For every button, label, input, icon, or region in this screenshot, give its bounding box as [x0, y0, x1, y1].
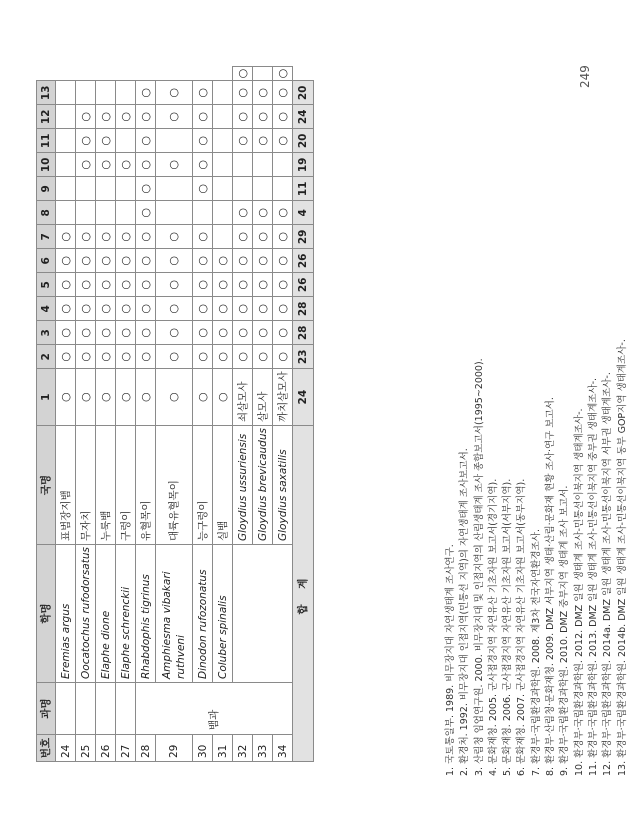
site-9-presence: [56, 177, 76, 201]
scientific-name: Gloydius saxatilis: [273, 426, 293, 545]
species-number: 32: [233, 735, 253, 762]
site-6-presence: ○: [273, 225, 293, 249]
site-9-presence: [213, 177, 233, 201]
site-4-total: 28: [293, 297, 314, 321]
korean-name: 구렁이: [116, 426, 136, 545]
table-header-cell: 10: [37, 153, 56, 177]
site-7-presence: ○: [56, 225, 76, 249]
site-7-presence: ○: [253, 201, 273, 225]
site-11-total: 20: [293, 129, 314, 153]
korean-name: 쇠살모사: [233, 369, 253, 426]
total-label: 합 계: [293, 426, 314, 762]
site-5-presence: ○: [136, 273, 156, 297]
table-row: [193, 66, 213, 761]
site-11-presence: ○: [253, 105, 273, 129]
reference-item: 11. 환경부·국립환경과학원. 2013. DMZ 일원 생태계 조사-민통선이북지역 중부권 생태계조사-.: [587, 377, 599, 776]
species-number: 24: [56, 735, 76, 762]
species-number: 28: [136, 735, 156, 762]
site-5-presence: ○: [156, 273, 193, 297]
reference-item: 13. 환경부·국립환경과학원. 2014b. DMZ 일원 생태계 조사-민통선이북지역 동부 GOP지역 생태계조사-.: [616, 339, 628, 776]
site-2-presence: ○: [193, 345, 213, 369]
site-10-presence: ○: [253, 129, 273, 153]
site-4-presence: ○: [233, 273, 253, 297]
reference-item: 8. 환경부·산림청·문화재청. 2009. DMZ 서부지역 생태·산림·문화재 현황 조사·연구 보고서.: [545, 397, 557, 776]
korean-name: 유혈목이: [136, 426, 156, 545]
species-occurrence-table: [36, 66, 314, 762]
site-5-presence: ○: [96, 273, 116, 297]
site-7-presence: ○: [136, 225, 156, 249]
reference-item: 1. 국토통일부. 1989. 비무장지대 자연생태계 조사연구.: [445, 544, 456, 776]
site-5-presence: ○: [193, 273, 213, 297]
site-3-presence: ○: [76, 321, 96, 345]
site-5-presence: ○: [233, 249, 253, 273]
site-6-presence: ○: [96, 249, 116, 273]
site-3-presence: ○: [253, 297, 273, 321]
site-10-presence: ○: [273, 129, 293, 153]
reference-item: 4. 문화재청. 2005. 군사접경지역 자연유산 기초자원 보고서(경기지역).: [487, 478, 499, 776]
site-3-presence: ○: [213, 321, 233, 345]
site-10-presence: ○: [136, 153, 156, 177]
site-13-presence: [213, 81, 233, 105]
site-7-presence: ○: [116, 225, 136, 249]
table-header-cell: 번호: [37, 735, 56, 762]
table-row: [233, 66, 253, 761]
site-10-presence: ○: [76, 153, 96, 177]
site-4-presence: ○: [213, 297, 233, 321]
site-10-presence: ○: [156, 153, 193, 177]
site-2-presence: ○: [156, 345, 193, 369]
site-13-presence: ○: [233, 66, 253, 81]
site-8-presence: [116, 201, 136, 225]
korean-name: 살모사: [253, 369, 273, 426]
table-header-cell: 3: [37, 321, 56, 345]
table-row: [116, 66, 136, 761]
korean-name: 실뱀: [213, 426, 233, 545]
site-8-presence: [76, 201, 96, 225]
species-number: 27: [116, 735, 136, 762]
site-3-presence: ○: [156, 321, 193, 345]
site-13-presence: ○: [136, 81, 156, 105]
site-7-presence: ○: [156, 225, 193, 249]
site-3-presence: ○: [273, 297, 293, 321]
site-1-presence: ○: [116, 369, 136, 426]
site-11-presence: [56, 129, 76, 153]
site-13-presence: [56, 81, 76, 105]
site-12-presence: ○: [76, 105, 96, 129]
site-10-presence: ○: [96, 153, 116, 177]
site-9-presence: ○: [193, 177, 213, 201]
site-9-presence: ○: [136, 177, 156, 201]
species-number: 34: [273, 735, 293, 762]
table-header-cell: 2: [37, 345, 56, 369]
site-10-presence: [56, 153, 76, 177]
site-3-presence: ○: [136, 321, 156, 345]
table-header-cell: 국명: [37, 426, 56, 545]
table-row: [76, 66, 96, 761]
site-1-presence: ○: [156, 369, 193, 426]
table-row: [96, 66, 116, 761]
site-7-presence: ○: [96, 225, 116, 249]
site-8-presence: [253, 177, 273, 201]
site-12-presence: ○: [156, 105, 193, 129]
scientific-name: Elaphe dione: [96, 545, 116, 683]
scientific-name: Dinodon rufozonatus: [193, 545, 213, 683]
site-13-total: 20: [293, 81, 314, 105]
site-11-presence: ○: [193, 129, 213, 153]
site-12-total: 24: [293, 105, 314, 129]
site-12-presence: ○: [136, 105, 156, 129]
site-13-presence: [253, 66, 273, 81]
site-7-presence: ○: [76, 225, 96, 249]
site-6-presence: ○: [136, 249, 156, 273]
korean-name: 까치살모사: [273, 369, 293, 426]
site-3-presence: ○: [56, 321, 76, 345]
site-2-presence: ○: [136, 345, 156, 369]
site-6-presence: ○: [213, 249, 233, 273]
korean-name: 대륙유혈목이: [156, 426, 193, 545]
table-header-cell: 8: [37, 201, 56, 225]
table-header-cell: 과명: [37, 683, 56, 735]
site-4-presence: ○: [76, 297, 96, 321]
site-9-presence: [233, 153, 253, 177]
table-row: [136, 66, 156, 761]
scientific-name: Oocatochus rufodorsatus: [76, 545, 96, 683]
page-number: 249: [578, 65, 592, 88]
family-name: [56, 683, 76, 735]
species-number: 33: [253, 735, 273, 762]
site-11-presence: [213, 129, 233, 153]
reference-item: 5. 문화재청. 2006. 군사접경지역 자연유산 기초자원 보고서(서부지역).: [502, 478, 514, 776]
site-3-presence: ○: [233, 297, 253, 321]
site-12-presence: ○: [193, 105, 213, 129]
scientific-name: Elaphe schrenckii: [116, 545, 136, 683]
site-6-presence: ○: [193, 249, 213, 273]
site-6-presence: ○: [76, 249, 96, 273]
site-3-presence: ○: [96, 321, 116, 345]
korean-name: 능구렁이: [193, 426, 213, 545]
site-8-presence: [193, 201, 213, 225]
site-6-total: 26: [293, 249, 314, 273]
site-11-presence: ○: [76, 129, 96, 153]
site-12-presence: ○: [253, 81, 273, 105]
reference-list: [444, 36, 630, 776]
site-5-total: 26: [293, 273, 314, 297]
table-header-cell: 5: [37, 273, 56, 297]
site-6-presence: ○: [56, 249, 76, 273]
site-2-presence: ○: [116, 345, 136, 369]
scientific-name: Gloydius ussuriensis: [233, 426, 253, 545]
scientific-name: Gloydius brevicaudus: [253, 426, 273, 545]
site-13-presence: ○: [156, 81, 193, 105]
scientific-name: Coluber spinalis: [213, 545, 233, 683]
site-2-total: 23: [293, 345, 314, 369]
site-13-presence: [116, 81, 136, 105]
table-body: [56, 66, 314, 761]
table-header-cell: 1: [37, 369, 56, 426]
site-1-presence: ○: [136, 369, 156, 426]
table-header-cell: 12: [37, 105, 56, 129]
table-row: [213, 66, 233, 761]
site-9-presence: [116, 177, 136, 201]
site-11-presence: ○: [233, 105, 253, 129]
table-header-cell: 11: [37, 129, 56, 153]
site-11-presence: [156, 129, 193, 153]
site-12-presence: ○: [96, 105, 116, 129]
site-5-presence: ○: [273, 249, 293, 273]
site-8-presence: [213, 201, 233, 225]
scientific-name: Amphiesma vibakari ruthveni: [156, 545, 193, 683]
site-6-presence: ○: [233, 225, 253, 249]
species-number: 25: [76, 735, 96, 762]
site-4-presence: ○: [156, 297, 193, 321]
site-5-presence: ○: [253, 249, 273, 273]
site-6-presence: ○: [116, 249, 136, 273]
site-8-presence: [233, 177, 253, 201]
reference-item: 2. 환경처. 1992. 비무장지대 인접지역(민통선 지역)의 자연생태계 조사보고서.: [459, 448, 471, 776]
site-7-presence: ○: [273, 201, 293, 225]
site-8-total: 4: [293, 201, 314, 225]
reference-item: 7. 환경부·국립환경과학원. 2008. 제3차 전국자연환경조사.: [530, 529, 542, 776]
scientific-name: Rhabdophis tigrinus: [136, 545, 156, 683]
site-2-presence: ○: [76, 345, 96, 369]
site-7-total: 29: [293, 225, 314, 249]
total-row: [293, 66, 314, 761]
site-1-presence: ○: [56, 369, 76, 426]
site-2-presence: ○: [56, 345, 76, 369]
korean-name: 무자치: [76, 426, 96, 545]
reference-item: 12. 환경부·국립환경과학원. 2014a. DMZ 일원 생태계 조사-민통선이북지역 서부권 생태계조사-.: [602, 372, 614, 776]
site-9-total: 11: [293, 177, 314, 201]
reference-item: 10. 환경부·국립환경과학원. 2012. DMZ 일원 생태계 조사-민통선이북지역 생태계조사-.: [573, 408, 585, 776]
family-name: [233, 545, 293, 683]
site-13-presence: ○: [273, 66, 293, 81]
site-7-presence: ○: [233, 201, 253, 225]
family-name: [96, 683, 116, 735]
site-2-presence: ○: [213, 345, 233, 369]
reference-item: 3. 산림청 임업연구원. 2000. 비무장지대 및 인접지역의 산림생태계 조사 종합보고서(1995~2000).: [473, 358, 485, 776]
table-row: [56, 66, 76, 761]
site-13-presence: ○: [193, 81, 213, 105]
site-5-presence: ○: [213, 273, 233, 297]
family-name: [76, 683, 96, 735]
site-9-presence: [96, 177, 116, 201]
site-3-presence: ○: [116, 321, 136, 345]
site-11-presence: ○: [136, 129, 156, 153]
site-7-presence: ○: [193, 225, 213, 249]
table-header-cell: 13: [37, 81, 56, 105]
site-8-presence: [273, 177, 293, 201]
site-6-presence: ○: [156, 249, 193, 273]
table-header-row: [37, 66, 56, 761]
site-8-presence: ○: [136, 201, 156, 225]
site-9-presence: [76, 177, 96, 201]
species-number: 31: [213, 735, 233, 762]
table-header-cell: 6: [37, 249, 56, 273]
site-5-presence: ○: [116, 273, 136, 297]
site-9-presence: [273, 153, 293, 177]
site-10-presence: ○: [233, 129, 253, 153]
species-number: 30: [193, 735, 213, 762]
site-7-presence: [213, 225, 233, 249]
site-8-presence: [56, 201, 76, 225]
site-2-presence: ○: [273, 321, 293, 345]
site-4-presence: ○: [273, 273, 293, 297]
reference-item: 6. 문화재청. 2007. 군사접경지역 자연유산 기초자원 보고서(동부지역).: [516, 478, 528, 776]
site-11-presence: ○: [96, 129, 116, 153]
site-1-presence: ○: [233, 345, 253, 369]
family-name: [116, 683, 136, 735]
site-5-presence: ○: [56, 273, 76, 297]
site-4-presence: ○: [253, 273, 273, 297]
site-13-presence: [96, 81, 116, 105]
site-1-presence: ○: [273, 345, 293, 369]
site-10-total: 19: [293, 153, 314, 177]
site-10-presence: ○: [116, 153, 136, 177]
site-1-presence: ○: [76, 369, 96, 426]
site-1-presence: ○: [96, 369, 116, 426]
site-13-presence: [76, 81, 96, 105]
site-4-presence: ○: [116, 297, 136, 321]
site-1-presence: ○: [213, 369, 233, 426]
site-12-presence: ○: [273, 81, 293, 105]
site-4-presence: ○: [56, 297, 76, 321]
table-header-cell: 학명: [37, 545, 56, 683]
family-name: 뱀과: [136, 683, 293, 735]
site-12-presence: [56, 105, 76, 129]
site-9-presence: [156, 177, 193, 201]
site-4-presence: ○: [96, 297, 116, 321]
site-6-presence: ○: [253, 225, 273, 249]
reference-item: 9. 환경부·국립환경과학원. 2010. DMZ 중부지역 생태계 조사 보고서.: [559, 485, 571, 776]
site-2-presence: ○: [96, 345, 116, 369]
site-9-presence: [253, 153, 273, 177]
site-12-presence: ○: [233, 81, 253, 105]
site-1-total: 24: [293, 369, 314, 426]
scientific-name: Eremias argus: [56, 545, 76, 683]
site-11-presence: [116, 129, 136, 153]
site-12-presence: [213, 105, 233, 129]
table-header-cell: 7: [37, 225, 56, 249]
table-row: [156, 66, 193, 761]
species-number: 29: [156, 735, 193, 762]
site-3-total: 28: [293, 321, 314, 345]
site-8-presence: [96, 201, 116, 225]
site-1-presence: ○: [193, 369, 213, 426]
table-header-cell: 4: [37, 297, 56, 321]
species-number: 26: [96, 735, 116, 762]
site-3-presence: ○: [193, 321, 213, 345]
site-2-presence: ○: [253, 321, 273, 345]
table-header-cell: 9: [37, 177, 56, 201]
korean-name: 누룩뱀: [96, 426, 116, 545]
site-11-presence: ○: [273, 105, 293, 129]
site-4-presence: ○: [136, 297, 156, 321]
korean-name: 표범장지뱀: [56, 426, 76, 545]
site-1-presence: ○: [253, 345, 273, 369]
site-5-presence: ○: [76, 273, 96, 297]
site-8-presence: [156, 201, 193, 225]
site-10-presence: ○: [193, 153, 213, 177]
site-2-presence: ○: [233, 321, 253, 345]
site-10-presence: [213, 153, 233, 177]
site-4-presence: ○: [193, 297, 213, 321]
site-12-presence: ○: [116, 105, 136, 129]
